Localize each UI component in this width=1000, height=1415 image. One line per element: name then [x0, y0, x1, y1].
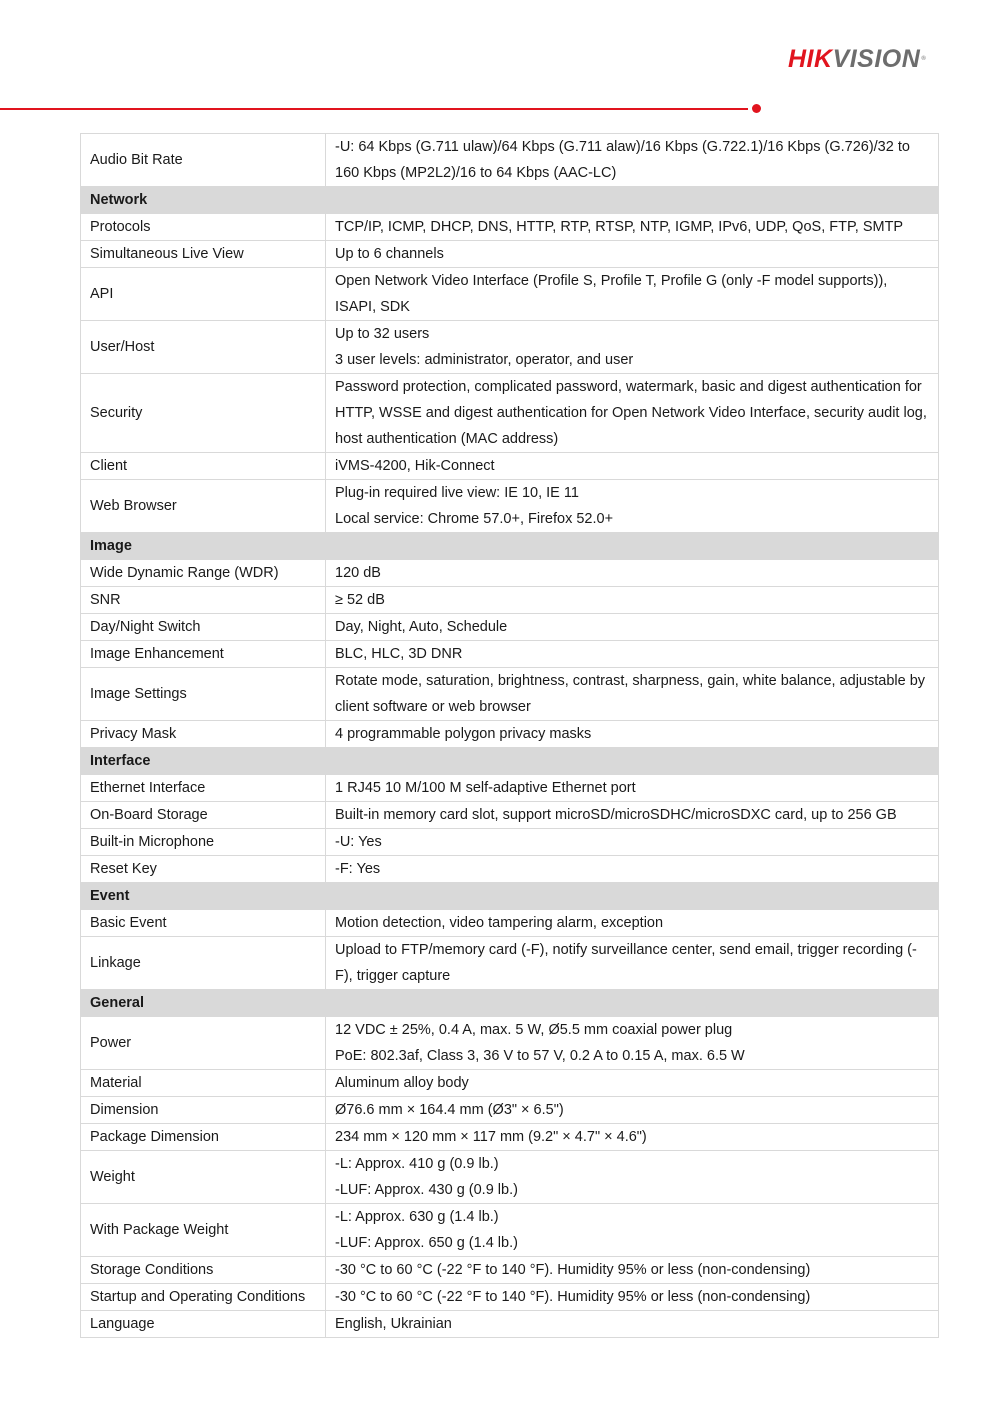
- spec-value-line: Upload to FTP/memory card (-F), notify surveillance center, send email, trigger recording (-F), trigger capture: [335, 942, 917, 984]
- spec-row: [81, 1311, 939, 1338]
- spec-value-line: PoE: 802.3af, Class 3, 36 V to 57 V, 0.2 A to 0.15 A, max. 6.5 W: [335, 1048, 745, 1064]
- spec-value: [326, 1151, 939, 1204]
- spec-label: Protocols: [81, 214, 326, 241]
- spec-value: [326, 480, 939, 533]
- spec-label: Basic Event: [81, 910, 326, 937]
- spec-label: Material: [81, 1070, 326, 1097]
- registered-mark: ®: [921, 56, 927, 62]
- spec-label: On-Board Storage: [81, 802, 326, 829]
- spec-row: [81, 721, 939, 748]
- spec-row: [81, 1204, 939, 1257]
- spec-row: [81, 374, 939, 453]
- spec-row: [81, 641, 939, 668]
- section-title: General: [81, 990, 939, 1017]
- spec-row: [81, 1257, 939, 1284]
- section-title: Interface: [81, 748, 939, 775]
- spec-value-line: Motion detection, video tampering alarm, exception: [335, 915, 664, 931]
- section-header-row: [81, 990, 939, 1017]
- spec-label: Startup and Operating Conditions: [81, 1284, 326, 1311]
- spec-label: Power: [81, 1017, 326, 1070]
- spec-value-line: Aluminum alloy body: [335, 1075, 469, 1091]
- spec-value-line: 3 user levels: administrator, operator, and user: [335, 352, 634, 368]
- spec-row: [81, 856, 939, 883]
- spec-value-line: -30 °C to 60 °C (-22 °F to 140 °F). Humidity 95% or less (non-condensing): [335, 1289, 811, 1305]
- section-title: Network: [81, 187, 939, 214]
- spec-value-line: 1 RJ45 10 M/100 M self-adaptive Ethernet port: [335, 780, 636, 796]
- spec-row: [81, 453, 939, 480]
- spec-row: [81, 480, 939, 533]
- spec-row: [81, 587, 939, 614]
- spec-value: [326, 1017, 939, 1070]
- spec-value-line: 4 programmable polygon privacy masks: [335, 726, 592, 742]
- spec-label: Audio Bit Rate: [81, 134, 326, 187]
- section-header-row: [81, 748, 939, 775]
- spec-value-line: ≥ 52 dB: [335, 592, 385, 608]
- spec-value-line: Up to 32 users: [335, 326, 430, 342]
- spec-value-line: Ø76.6 mm × 164.4 mm (Ø3" × 6.5"): [335, 1102, 564, 1118]
- spec-value: [326, 721, 939, 748]
- spec-row: [81, 241, 939, 268]
- spec-label: Client: [81, 453, 326, 480]
- spec-value-line: BLC, HLC, 3D DNR: [335, 646, 463, 662]
- spec-value-line: -30 °C to 60 °C (-22 °F to 140 °F). Humidity 95% or less (non-condensing): [335, 1262, 811, 1278]
- spec-label: Ethernet Interface: [81, 775, 326, 802]
- spec-label: Storage Conditions: [81, 1257, 326, 1284]
- spec-value-line: -U: 64 Kbps (G.711 ulaw)/64 Kbps (G.711 alaw)/16 Kbps (G.722.1)/16 Kbps (G.726)/32 to 160 Kbps (MP2L2)/16 to 64 Kbps (AAC-LC): [335, 139, 910, 181]
- spec-label: Web Browser: [81, 480, 326, 533]
- spec-label: Weight: [81, 1151, 326, 1204]
- spec-value-line: Local service: Chrome 57.0+, Firefox 52.0+: [335, 511, 614, 527]
- spec-value: [326, 1257, 939, 1284]
- spec-label: User/Host: [81, 321, 326, 374]
- spec-value: [326, 1284, 939, 1311]
- spec-value-line: Up to 6 channels: [335, 246, 444, 262]
- spec-value: [326, 134, 939, 187]
- spec-value-line: Plug-in required live view: IE 10, IE 11: [335, 485, 579, 501]
- spec-value: [326, 775, 939, 802]
- spec-value-line: -F: Yes: [335, 861, 381, 877]
- header-divider-line: [0, 108, 748, 110]
- spec-row: [81, 1017, 939, 1070]
- spec-label: Linkage: [81, 937, 326, 990]
- spec-label: Built-in Microphone: [81, 829, 326, 856]
- spec-row: [81, 1284, 939, 1311]
- spec-row: [81, 1151, 939, 1204]
- spec-value: [326, 614, 939, 641]
- spec-value: [326, 587, 939, 614]
- spec-value-line: Day, Night, Auto, Schedule: [335, 619, 508, 635]
- spec-row: [81, 829, 939, 856]
- spec-row: [81, 614, 939, 641]
- section-header-row: [81, 883, 939, 910]
- spec-value: [326, 1070, 939, 1097]
- logo-vision: VISION: [832, 45, 921, 73]
- spec-value: [326, 214, 939, 241]
- specification-table-body: [81, 134, 939, 1338]
- spec-row: [81, 775, 939, 802]
- spec-label: Day/Night Switch: [81, 614, 326, 641]
- spec-label: With Package Weight: [81, 1204, 326, 1257]
- spec-label: Security: [81, 374, 326, 453]
- spec-value-line: TCP/IP, ICMP, DHCP, DNS, HTTP, RTP, RTSP, NTP, IGMP, IPv6, UDP, QoS, FTP, SMTP: [335, 219, 904, 235]
- spec-row: [81, 134, 939, 187]
- spec-value-line: 234 mm × 120 mm × 117 mm (9.2" × 4.7" × 4.6"): [335, 1129, 647, 1145]
- spec-value-line: -L: Approx. 630 g (1.4 lb.): [335, 1209, 499, 1225]
- spec-value: [326, 937, 939, 990]
- spec-label: Privacy Mask: [81, 721, 326, 748]
- hikvision-logo: [788, 44, 926, 74]
- spec-row: [81, 321, 939, 374]
- spec-label: SNR: [81, 587, 326, 614]
- spec-value: [326, 453, 939, 480]
- spec-value: [326, 1311, 939, 1338]
- spec-value: [326, 856, 939, 883]
- specification-table: [80, 133, 939, 1338]
- spec-row: [81, 268, 939, 321]
- spec-value-line: Built-in memory card slot, support microSD/microSDHC/microSDXC card, up to 256 GB: [335, 807, 897, 823]
- spec-value-line: 120 dB: [335, 565, 381, 581]
- spec-row: [81, 560, 939, 587]
- spec-row: [81, 1124, 939, 1151]
- spec-value: [326, 1097, 939, 1124]
- spec-value-line: Password protection, complicated password, watermark, basic and digest authentication for HTTP, WSSE and digest authentication for Open Network Video Interface, security audit log, host authentication (MAC address): [335, 379, 927, 447]
- spec-value-line: -U: Yes: [335, 834, 382, 850]
- section-title: Image: [81, 533, 939, 560]
- spec-value: [326, 1124, 939, 1151]
- spec-value-line: -L: Approx. 410 g (0.9 lb.): [335, 1156, 499, 1172]
- spec-value: [326, 241, 939, 268]
- section-title: Event: [81, 883, 939, 910]
- spec-value: [326, 668, 939, 721]
- spec-label: API: [81, 268, 326, 321]
- spec-row: [81, 214, 939, 241]
- spec-label: Language: [81, 1311, 326, 1338]
- spec-value-line: -LUF: Approx. 430 g (0.9 lb.): [335, 1182, 518, 1198]
- spec-value-line: -LUF: Approx. 650 g (1.4 lb.): [335, 1235, 518, 1251]
- header-divider-dot: [752, 104, 761, 113]
- spec-row: [81, 1070, 939, 1097]
- spec-row: [81, 1097, 939, 1124]
- spec-label: Dimension: [81, 1097, 326, 1124]
- section-header-row: [81, 533, 939, 560]
- spec-row: [81, 668, 939, 721]
- spec-label: Wide Dynamic Range (WDR): [81, 560, 326, 587]
- spec-value-line: 12 VDC ± 25%, 0.4 A, max. 5 W, Ø5.5 mm coaxial power plug: [335, 1022, 733, 1038]
- spec-label: Image Enhancement: [81, 641, 326, 668]
- spec-value: [326, 268, 939, 321]
- spec-label: Package Dimension: [81, 1124, 326, 1151]
- spec-value: [326, 910, 939, 937]
- spec-value: [326, 1204, 939, 1257]
- spec-value: [326, 641, 939, 668]
- spec-label: Simultaneous Live View: [81, 241, 326, 268]
- spec-value-line: Rotate mode, saturation, brightness, contrast, sharpness, gain, white balance, adjustable by client software or web browser: [335, 673, 926, 715]
- spec-value: [326, 802, 939, 829]
- spec-value: [326, 321, 939, 374]
- spec-value: [326, 829, 939, 856]
- spec-label: Image Settings: [81, 668, 326, 721]
- spec-value: [326, 560, 939, 587]
- logo-hik: HIK: [788, 45, 833, 73]
- spec-label: Reset Key: [81, 856, 326, 883]
- spec-value-line: Open Network Video Interface (Profile S, Profile T, Profile G (only -F model supports)), ISAPI, SDK: [335, 273, 888, 315]
- spec-value: [326, 374, 939, 453]
- spec-value-line: iVMS-4200, Hik-Connect: [335, 458, 495, 474]
- spec-row: [81, 910, 939, 937]
- section-header-row: [81, 187, 939, 214]
- spec-value-line: English, Ukrainian: [335, 1316, 452, 1332]
- spec-row: [81, 802, 939, 829]
- spec-row: [81, 937, 939, 990]
